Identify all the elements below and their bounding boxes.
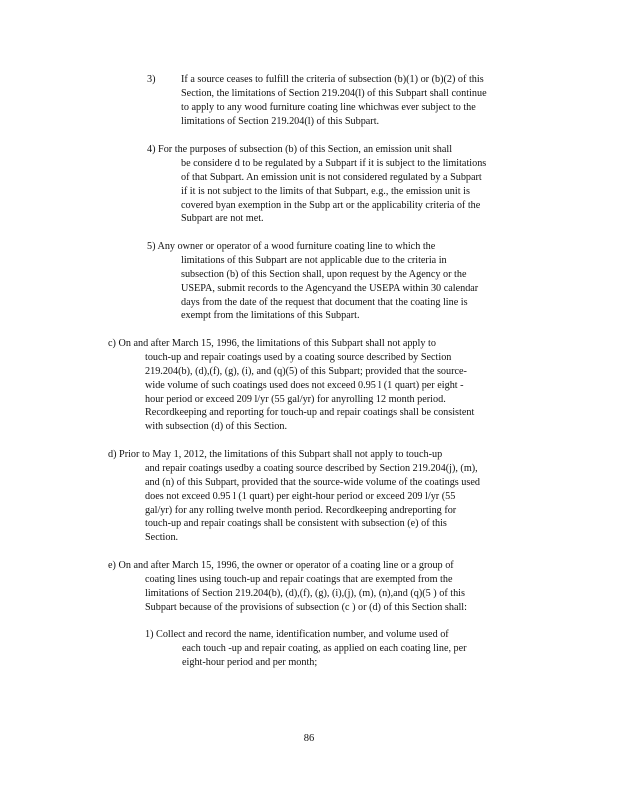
- item-c-first-line: c) On and after March 15, 1996, the limitations of this Subpart shall not apply to: [108, 338, 436, 349]
- item-e: [108, 559, 467, 615]
- item-e-line: limitations of Section 219.204(b), (d),(f), (g), (i),(j), (m), (n),and (q)(5 ) of this: [145, 587, 465, 599]
- item-5-line: exempt from the limitations of this Subpart.: [181, 310, 360, 322]
- item-4-line: be considere d to be regulated by a Subpart if it is subject to the limitations: [181, 157, 487, 169]
- item-e1-first-line: 1) Collect and record the name, identification number, and volume used of: [145, 629, 449, 640]
- item-d-line: and (n) of this Subpart, provided that the source-wide volume of the coatings used: [145, 476, 480, 488]
- item-d-line: Section.: [145, 532, 179, 544]
- item-d: [108, 448, 480, 545]
- item-d-first-line: d) Prior to May 1, 2012, the limitations of this Subpart shall not apply to touch-up: [108, 449, 443, 460]
- item-5: [147, 240, 478, 323]
- page-number: 86: [303, 733, 315, 744]
- item-e-first-line: e) On and after March 15, 1996, the owner or operator of a coating line or a group of: [108, 560, 454, 571]
- item-d-line: and repair coatings usedby a coating source described by Section 219.204(j), (m),: [145, 462, 478, 474]
- item-d-line: touch-up and repair coatings shall be consistent with subsection (e) of this: [145, 518, 447, 530]
- item-4-line: of that Subpart. An emission unit is not considered regulated by a Subpart: [181, 171, 482, 183]
- item-c-line: wide volume of such coatings used does not exceed 0.95 l (1 quart) per eight -: [145, 379, 464, 391]
- item-3-line: to apply to any wood furniture coating line whichwas ever subject to the: [181, 101, 476, 113]
- item-5-line: limitations of this Subpart are not applicable due to the criteria in: [181, 254, 447, 266]
- item-4-first-line: 4) For the purposes of subsection (b) of this Section, an emission unit shall: [147, 144, 453, 155]
- item-5-line: USEPA, submit records to the Agencyand the USEPA within 30 calendar: [181, 282, 479, 294]
- item-3-line: Section, the limitations of Section 219.204(l) of this Subpart shall continue: [181, 87, 487, 99]
- item-d-line: does not exceed 0.95 l (1 quart) per eight-hour period or exceed 209 l/yr (55: [145, 490, 456, 502]
- item-3: [147, 73, 487, 129]
- item-5-line: days from the date of the request that document that the coating line is: [181, 296, 468, 308]
- item-c-line: touch-up and repair coatings used by a coating source described by Section: [145, 351, 452, 363]
- item-d-line: gal/yr) for any rolling twelve month period. Recordkeeping andreporting for: [145, 504, 457, 516]
- item-3-line: limitations of Section 219.204(l) of this Subpart.: [181, 115, 380, 127]
- item-e-line: Subpart because of the provisions of subsection (c ) or (d) of this Section shall:: [145, 601, 467, 613]
- item-5-line: subsection (b) of this Section shall, upon request by the Agency or the: [181, 268, 467, 280]
- item-3-number: 3): [147, 74, 156, 85]
- item-c: [108, 337, 474, 434]
- item-3-line: If a source ceases to fulfill the criteria of subsection (b)(1) or (b)(2) of this: [181, 74, 484, 85]
- item-e1-line: eight-hour period and per month;: [182, 656, 318, 668]
- item-5-first-line: 5) Any owner or operator of a wood furniture coating line to which the: [147, 241, 436, 252]
- item-4-line: covered byan exemption in the Subp art or the applicability criteria of the: [181, 199, 481, 211]
- item-c-line: 219.204(b), (d),(f), (g), (i), and (q)(5) of this Subpart; provided that the source-: [145, 365, 467, 377]
- item-4: [147, 143, 486, 226]
- item-e1-line: each touch -up and repair coating, as applied on each coating line, per: [182, 642, 467, 654]
- item-c-line: hour period or exceed 209 l/yr (55 gal/yr) for anyrolling 12 month period.: [145, 393, 446, 405]
- item-c-line: with subsection (d) of this Section.: [145, 421, 288, 433]
- item-e1: [145, 628, 467, 670]
- item-4-line: if it is not subject to the limits of that Subpart, e.g., the emission unit is: [181, 185, 470, 197]
- item-4-line: Subpart are not met.: [181, 213, 264, 225]
- item-e-line: coating lines using touch-up and repair coatings that are exempted from the: [145, 573, 453, 585]
- item-c-line: Recordkeeping and reporting for touch-up and repair coatings shall be consistent: [145, 407, 475, 419]
